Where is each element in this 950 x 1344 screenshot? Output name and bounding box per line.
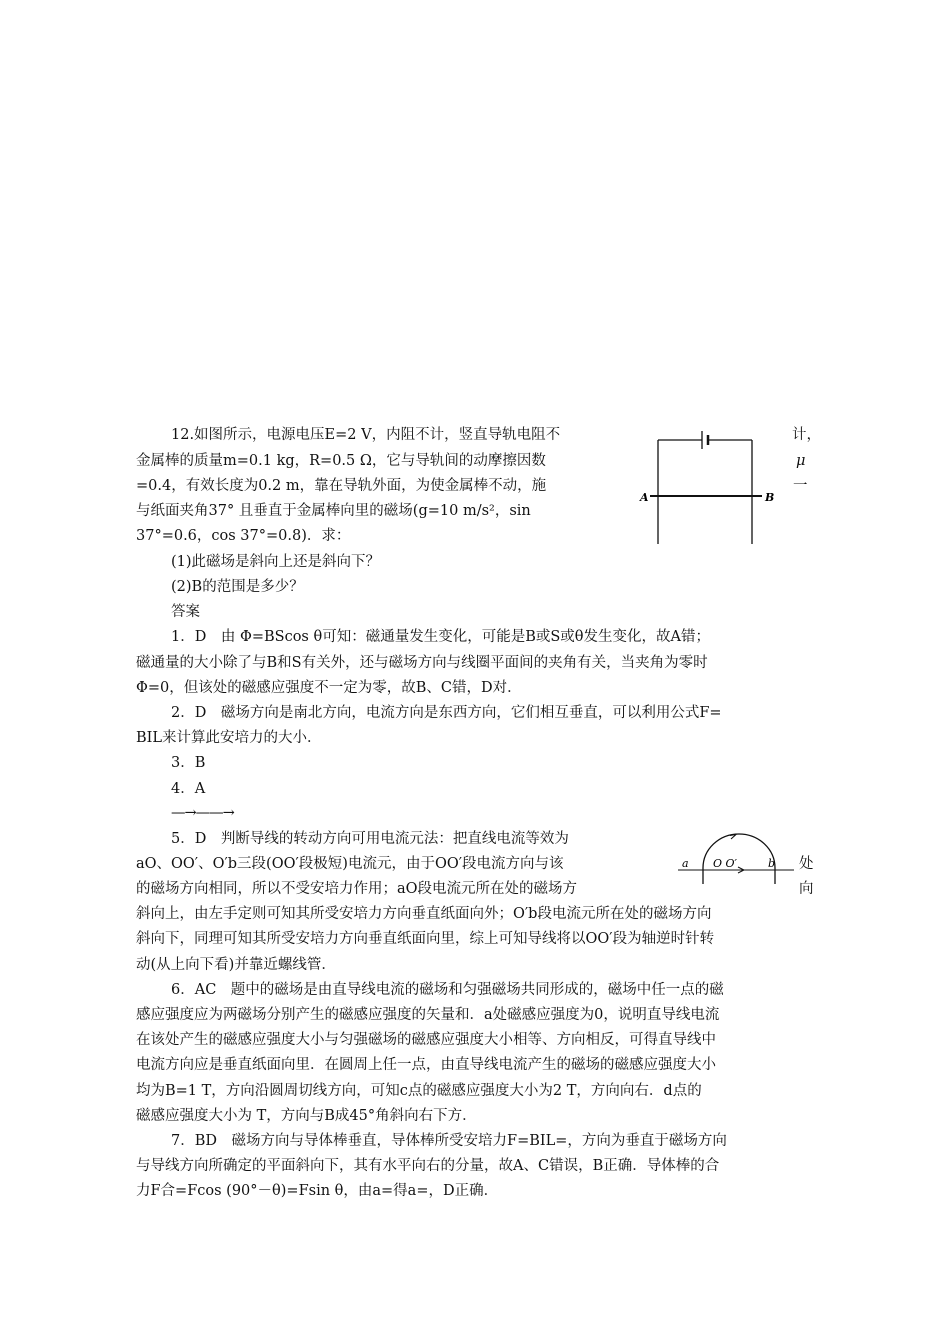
circuit-figure xyxy=(638,422,788,552)
answer-7-line-3: 力F合=Fcos (90°－θ)=Fsin θ，由a=得a=，D正确． xyxy=(136,1183,499,1199)
fig-label-oo: O O′ xyxy=(713,857,738,870)
answer-2-line-1: 2．D 磁场方向是南北方向，电流方向是东西方向，它们相互垂直，可以利用公式F= xyxy=(171,705,722,721)
label-a: A xyxy=(640,491,649,504)
answer-5-line-5: 斜向下，同理可知其所受安培力方向垂直纸面向里，综上可知导线将以OO′段为轴逆时针转 xyxy=(136,931,715,947)
answer-6-line-4: 电流方向应是垂直纸面向里．在圆周上任一点，由直导线电流产生的磁场的磁感应强度大小 xyxy=(136,1057,716,1073)
fig-label-a: a xyxy=(682,857,689,870)
answer-7-line-1: 7．BD 磁场方向与导体棒垂直，导体棒所受安培力F=BIL=，方向为垂直于磁场方向 xyxy=(171,1133,727,1149)
answer-1-line-2: 磁通量的大小除了与B和S有关外，还与磁场方向与线圈平面间的夹角有关，当夹角为零时 xyxy=(136,655,708,671)
answer-4: 4．A xyxy=(171,781,206,797)
answer-7-line-2: 与导线方向所确定的平面斜向下，其有水平向右的分量，故A、C错误，B正确．导体棒的合 xyxy=(136,1158,720,1174)
q12-line-4: 与纸面夹角37° 且垂直于金属棒向里的磁场(g=10 m/s²，sin xyxy=(136,503,531,519)
answer-6-line-6: 磁感应强度大小为 T，方向与B成45°角斜向右下方． xyxy=(136,1108,477,1124)
fig-label-b: b xyxy=(768,857,776,870)
answer-5-line-1: 5．D 判断导线的转动方向可用电流元法：把直线电流等效为 xyxy=(171,831,569,847)
answer-1-line-1: 1．D 由 Φ=BScos θ可知：磁通量发生变化，可能是B或S或θ发生变化，故A错； xyxy=(171,629,711,645)
answer-2-line-2: BIL来计算此安培力的大小． xyxy=(136,730,322,746)
arrow-row: —→——→ xyxy=(171,805,234,821)
answer-5-right-char-2: 向 xyxy=(799,881,814,897)
q12-sub-question-2: (2)B的范围是多少？ xyxy=(171,579,304,595)
q12-right-char-1: 计， xyxy=(792,427,821,443)
answer-5-right-char-1: 处 xyxy=(799,856,814,872)
answer-3: 3．B xyxy=(171,755,206,771)
arc-arrow-icon xyxy=(730,835,736,840)
label-b: B xyxy=(765,491,775,504)
answer-6-line-5: 均为B=1 T，方向沿圆周切线方向，可知c点的磁感应强度大小为2 T，方向向右．d点的 xyxy=(136,1083,702,1099)
answer-5-line-6: 动(从上向下看)并靠近螺线管． xyxy=(136,957,336,973)
answer-5-line-3: 的磁场方向相同，所以不受安培力作用；aO段电流元所在处的磁场方 xyxy=(136,881,578,897)
q12-right-char-3: 一 xyxy=(793,478,808,494)
answer-6-line-3: 在该处产生的磁感应强度大小与匀强磁场的磁感应强度大小相等、方向相反，可得直导线中 xyxy=(136,1032,716,1048)
answer-6-line-1: 6．AC 题中的磁场是由直导线电流的磁场和匀强磁场共同形成的，磁场中任一点的磁 xyxy=(171,982,724,998)
answer-5-line-2: aO、OO′、O′b三段(OO′段极短)电流元，由于OO′段电流方向与该 xyxy=(136,856,564,872)
answer-1-line-3: Φ=0，但该处的磁感应强度不一定为零，故B、C错，D对． xyxy=(136,680,522,696)
answers-heading: 答案 xyxy=(171,604,200,620)
q12-right-char-2: μ xyxy=(796,453,806,469)
q12-line-1: 12.如图所示，电源电压E=2 V，内阻不计，竖直导轨电阻不 xyxy=(171,427,561,443)
q12-line-3: =0.4，有效长度为0.2 m，靠在导轨外面，为使金属棒不动，施 xyxy=(136,478,547,494)
q12-line-2: 金属棒的质量m=0.1 kg，R=0.5 Ω，它与导轨间的动摩擦因数 xyxy=(136,453,546,469)
q12-line-5: 37°=0.6，cos 37°=0.8)．求： xyxy=(136,528,351,544)
q12-sub-question-1: (1)此磁场是斜向上还是斜向下？ xyxy=(171,554,381,570)
answer-5-line-4: 斜向上，由左手定则可知其所受安培力方向垂直纸面向外；O′b段电流元所在处的磁场方向 xyxy=(136,906,712,922)
wire-solenoid-figure xyxy=(676,826,796,888)
answer-6-line-2: 感应强度应为两磁场分别产生的磁感应强度的矢量和．a处磁感应强度为0，说明直导线电流 xyxy=(136,1007,720,1023)
